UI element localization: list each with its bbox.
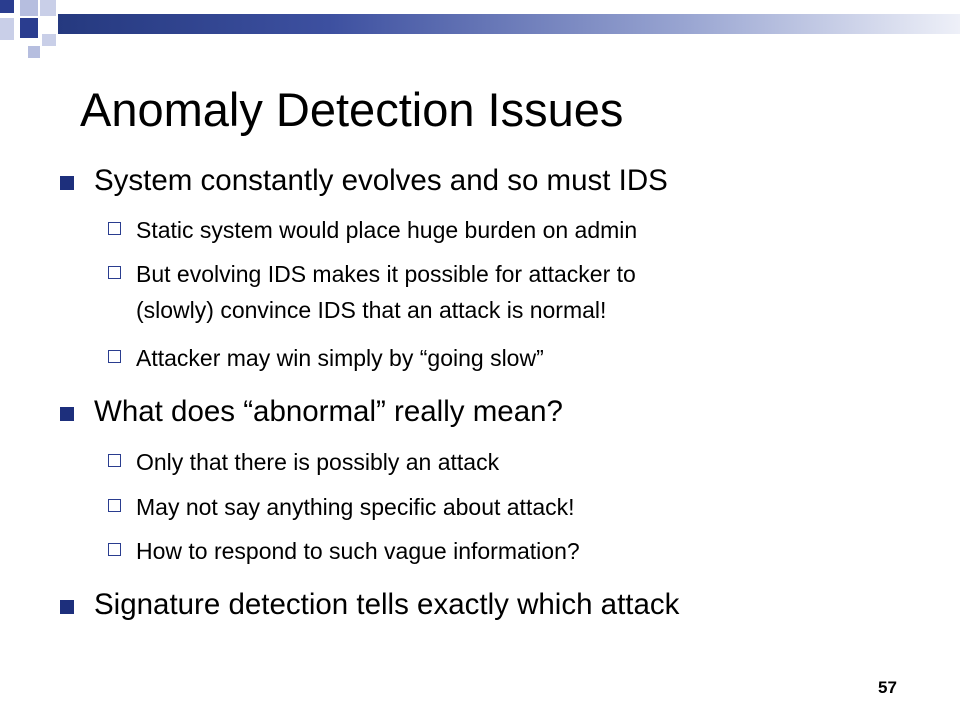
square-bullet-icon: [60, 176, 74, 190]
header-decoration-square: [20, 0, 38, 16]
bullet-text: Signature detection tells exactly which attack: [94, 588, 680, 621]
sub-bullet-text: May not say anything specific about attack!: [136, 494, 575, 520]
bullet-item: [94, 395, 563, 429]
sub-bullet-text: (slowly) convince IDS that an attack is normal!: [136, 297, 607, 323]
header-decoration-square: [0, 0, 14, 13]
square-bullet-icon: [60, 600, 74, 614]
sub-bullet-text: Attacker may win simply by “going slow”: [136, 345, 544, 371]
hollow-square-bullet-icon: [108, 499, 121, 512]
header-decoration-square: [0, 18, 14, 40]
hollow-square-bullet-icon: [108, 350, 121, 363]
sub-bullet-text: Static system would place huge burden on admin: [136, 217, 638, 243]
hollow-square-bullet-icon: [108, 266, 121, 279]
header-decoration-square: [20, 18, 38, 38]
page-number: 57: [878, 678, 897, 697]
header-decoration-square: [42, 34, 56, 46]
sub-bullet-text: How to respond to such vague information?: [136, 538, 580, 564]
sub-bullet-text: But evolving IDS makes it possible for attacker to: [136, 261, 636, 287]
hollow-square-bullet-icon: [108, 222, 121, 235]
sub-bullet-item: [136, 534, 580, 568]
bullet-item: [94, 164, 668, 198]
sub-bullet-item: [136, 341, 544, 375]
hollow-square-bullet-icon: [108, 543, 121, 556]
sub-bullet-item: [136, 213, 637, 247]
hollow-square-bullet-icon: [108, 454, 121, 467]
header-gradient-bar: [58, 14, 960, 34]
sub-bullet-item: [136, 257, 636, 291]
header-decoration-square: [28, 46, 40, 58]
sub-bullet-item: [136, 490, 575, 524]
bullet-item: [94, 588, 679, 622]
bullet-text: System constantly evolves and so must IDS: [94, 164, 668, 197]
sub-bullet-item: [136, 445, 499, 479]
sub-bullet-continuation: [136, 293, 606, 327]
square-bullet-icon: [60, 407, 74, 421]
header-decoration-square: [40, 0, 56, 16]
bullet-text: What does “abnormal” really mean?: [94, 395, 563, 428]
slide-title: Anomaly Detection Issues: [80, 83, 624, 136]
sub-bullet-text: Only that there is possibly an attack: [136, 449, 500, 475]
